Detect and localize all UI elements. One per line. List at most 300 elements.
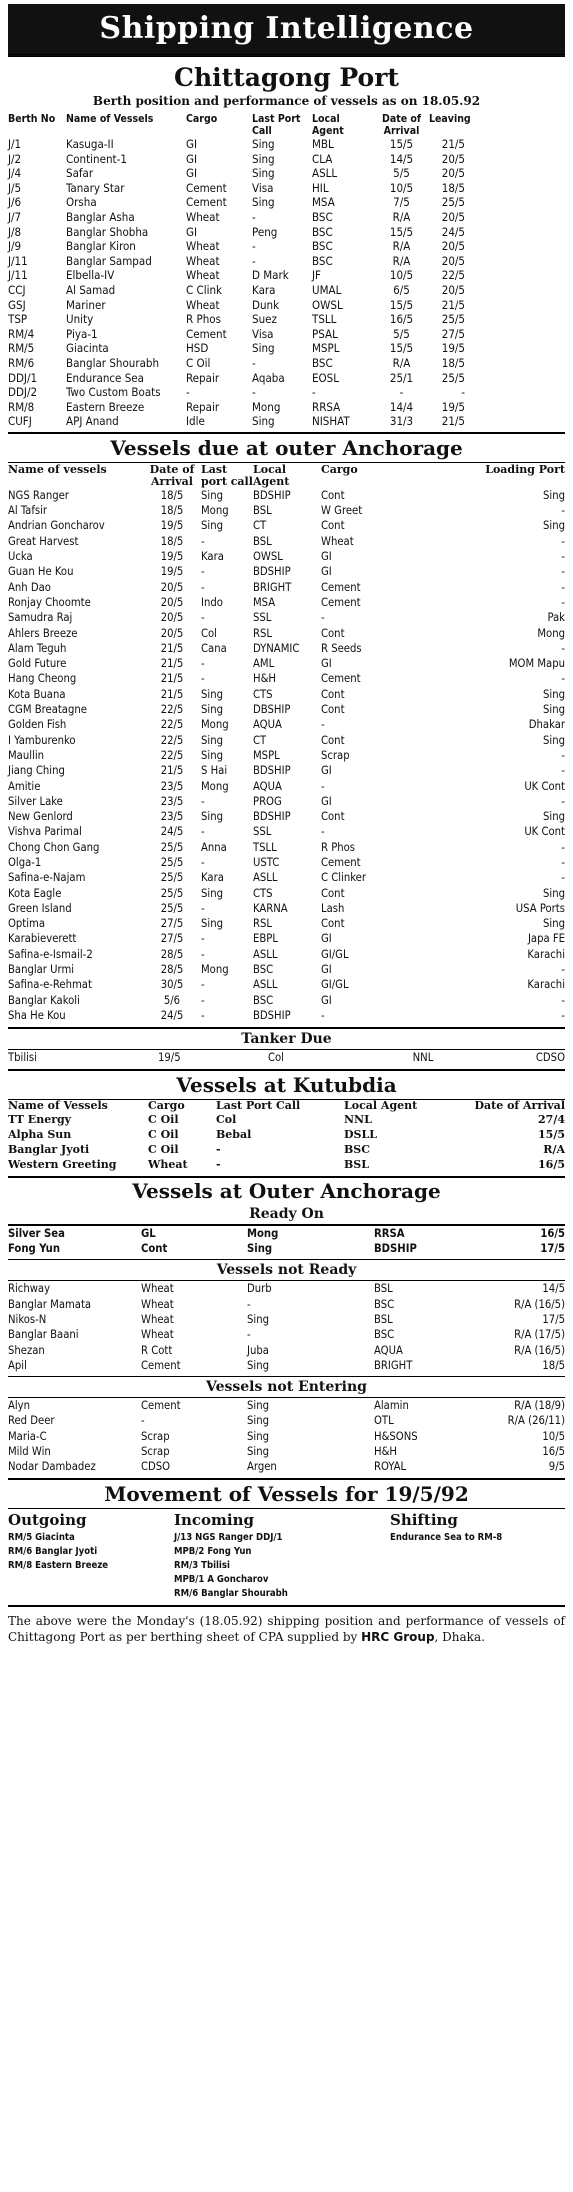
table-cell: - xyxy=(312,385,316,400)
table-row xyxy=(8,195,565,210)
table-cell: Golden Fish xyxy=(8,718,67,732)
table-cell: Mong xyxy=(201,963,229,977)
table-row xyxy=(8,414,565,429)
table-cell: 5/5 xyxy=(393,326,410,341)
table-cell: MPB/2 Fong Yun xyxy=(174,1545,252,1557)
table-cell: BSC xyxy=(312,239,333,254)
table-cell: Andrian Goncharov xyxy=(8,519,105,533)
table-cell: - xyxy=(252,239,256,254)
table-cell: Guan He Kou xyxy=(8,565,74,579)
column-header: Last port call xyxy=(201,462,253,488)
table-row xyxy=(8,809,565,824)
table-cell: TSLL xyxy=(312,312,337,327)
table-cell: Silver Lake xyxy=(8,794,63,808)
table-row xyxy=(8,400,565,415)
table-row xyxy=(8,503,565,518)
table-cell: Great Harvest xyxy=(8,534,79,548)
table-cell: UK Cont xyxy=(524,779,565,793)
table-cell: Cont xyxy=(321,733,345,747)
table-cell: NISHAT xyxy=(312,414,350,429)
table-cell: Mariner xyxy=(66,297,106,312)
table-row xyxy=(8,947,565,962)
table-cell: CUFJ xyxy=(8,414,32,429)
table-cell: 10/5 xyxy=(389,268,414,283)
table-cell: TSLL xyxy=(253,840,277,854)
table-cell: - xyxy=(561,963,565,977)
table-cell: Banglar Shobha xyxy=(66,224,149,239)
newspaper-page xyxy=(8,4,565,1645)
table-row xyxy=(8,1127,565,1142)
table-row xyxy=(8,1429,565,1444)
table-cell: D Mark xyxy=(252,268,289,283)
table-row xyxy=(8,641,565,656)
table-cell: 22/5 xyxy=(160,703,184,717)
table-cell: Sing xyxy=(252,341,275,356)
table-cell: BSC xyxy=(312,224,333,239)
column-header: Leaving xyxy=(429,113,471,125)
table-cell: RSL xyxy=(253,917,272,931)
table-cell: W Greet xyxy=(321,504,363,518)
table-row xyxy=(8,1343,565,1358)
table-cell: GI xyxy=(321,993,332,1007)
table-cell: Juba xyxy=(247,1343,269,1357)
table-cell: BSC xyxy=(253,993,274,1007)
column-header: Local Agent xyxy=(253,462,290,488)
column-header: Local Agent xyxy=(312,113,344,137)
table-cell: Endurance Sea to RM-8 xyxy=(390,1531,503,1543)
table-row xyxy=(8,870,565,885)
column-header: Berth No xyxy=(8,113,56,125)
table-cell: CDSO xyxy=(141,1460,171,1474)
table-row xyxy=(8,687,565,702)
table-cell: Cement xyxy=(321,672,361,686)
table-cell: Sing xyxy=(247,1445,269,1459)
table-cell: Al Tafsir xyxy=(8,504,48,518)
table-cell: BDSHIP xyxy=(253,488,291,502)
table-cell: - xyxy=(201,565,205,579)
table-cell: Idle xyxy=(186,414,205,429)
table-cell: 19/5 xyxy=(160,550,184,564)
table-cell: Sing xyxy=(252,151,275,166)
not-entering-title: Vessels not Entering xyxy=(206,1379,367,1396)
table-cell: ASLL xyxy=(253,978,278,992)
table-cell: 18/5 xyxy=(160,504,184,518)
table-row xyxy=(8,239,565,254)
table-row xyxy=(8,1297,565,1312)
table-cell: Maria-C xyxy=(8,1429,47,1443)
table-cell: Mong xyxy=(201,718,229,732)
table-cell: 30/5 xyxy=(160,978,184,992)
table-cell: OTL xyxy=(374,1414,394,1428)
table-cell: BSL xyxy=(253,504,272,518)
table-cell: 21/5 xyxy=(160,687,184,701)
table-row xyxy=(8,1398,565,1413)
table-cell: Giacinta xyxy=(66,341,109,356)
table-cell: CCJ xyxy=(8,282,26,297)
table-cell: C Clinker xyxy=(321,871,366,885)
table-cell: Japa FE xyxy=(527,932,565,946)
column-header: Local Agent xyxy=(344,1098,418,1112)
table-cell: Anna xyxy=(201,840,227,854)
table-cell: 22/5 xyxy=(160,748,184,762)
table-cell: BDSHIP xyxy=(253,810,291,824)
table-cell: R Seeds xyxy=(321,641,362,655)
table-cell: Sing xyxy=(247,1429,269,1443)
table-cell: ASLL xyxy=(312,166,338,181)
table-cell: Sing xyxy=(201,748,223,762)
table-row xyxy=(8,779,565,794)
table-cell: Wheat xyxy=(141,1312,174,1326)
table-cell: R/A (16/5) xyxy=(514,1343,565,1357)
table-cell: 21/5 xyxy=(160,657,184,671)
table-cell: - xyxy=(186,385,190,400)
column-header: Shifting xyxy=(390,1510,458,1529)
table-cell: - xyxy=(252,209,256,224)
table-cell: Cont xyxy=(141,1242,168,1256)
table-cell: GI xyxy=(321,657,332,671)
table-cell: BSL xyxy=(253,534,272,548)
table-cell: GI xyxy=(186,224,198,239)
table-cell: DYNAMIC xyxy=(253,641,300,655)
table-row xyxy=(8,254,565,269)
table-cell: Cement xyxy=(186,180,227,195)
table-row xyxy=(8,1226,565,1241)
table-cell: OWSL xyxy=(253,550,283,564)
tanker-table xyxy=(8,1050,565,1065)
table-cell: - xyxy=(201,901,205,915)
table-cell: RM/5 xyxy=(8,341,35,356)
table-row xyxy=(8,733,565,748)
table-row xyxy=(8,564,565,579)
table-cell: 16/5 xyxy=(540,1226,565,1240)
table-cell: BSC xyxy=(312,355,333,370)
column-header: Loading Port xyxy=(485,462,565,476)
table-cell: 17/5 xyxy=(542,1312,565,1326)
table-cell: R/A xyxy=(392,355,411,370)
table-row xyxy=(8,1573,565,1587)
table-cell: 20/5 xyxy=(160,595,184,609)
table-row xyxy=(8,385,565,400)
table-cell: Aqaba xyxy=(252,370,285,385)
table-row xyxy=(8,341,565,356)
ready-table xyxy=(8,1226,565,1257)
table-cell: New Genlord xyxy=(8,810,73,824)
table-cell: BDSHIP xyxy=(374,1242,417,1256)
table-cell: RM/8 Eastern Breeze xyxy=(8,1559,109,1571)
movement-table xyxy=(8,1509,565,1601)
table-cell: Al Samad xyxy=(66,282,116,297)
table-cell: SSL xyxy=(253,825,272,839)
column-header: Date of Arrival xyxy=(381,113,422,137)
table-cell: Wheat xyxy=(141,1297,174,1311)
table-cell: 10/5 xyxy=(542,1429,565,1443)
table-cell: PSAL xyxy=(312,326,338,341)
table-cell: - xyxy=(561,550,565,564)
table-cell: 20/5 xyxy=(441,166,465,181)
table-cell: Scrap xyxy=(321,748,350,762)
table-cell: J/11 xyxy=(8,253,28,268)
table-cell: MSPL xyxy=(312,341,340,356)
table-row xyxy=(8,1358,565,1373)
table-row xyxy=(8,1312,565,1327)
table-cell: CGM Breatagne xyxy=(8,703,87,717)
table-row xyxy=(8,1327,565,1342)
table-cell: Two Custom Boats xyxy=(66,385,161,400)
table-row xyxy=(8,794,565,809)
table-cell: 18/5 xyxy=(441,355,465,370)
table-cell: 20/5 xyxy=(160,611,184,625)
table-cell: Tbilisi xyxy=(8,1051,37,1065)
table-row xyxy=(8,671,565,686)
table-cell: J/5 xyxy=(8,180,22,195)
table-cell: BSC xyxy=(344,1143,370,1157)
table-cell: GSJ xyxy=(8,297,26,312)
table-cell: Cont xyxy=(321,488,345,502)
table-cell: R Phos xyxy=(321,840,356,854)
table-cell: GI/GL xyxy=(321,978,349,992)
table-cell: CLA xyxy=(312,151,333,166)
table-cell: Jiang Ching xyxy=(8,764,65,778)
table-cell: Sha He Kou xyxy=(8,1008,66,1022)
table-cell: 17/5 xyxy=(540,1242,565,1256)
column-header: Name of Vessels xyxy=(66,113,154,125)
table-cell: Ucka xyxy=(8,550,33,564)
table-cell: Sing xyxy=(201,703,223,717)
table-cell: GI xyxy=(186,137,198,151)
due-table xyxy=(8,464,565,1023)
table-cell: EOSL xyxy=(312,370,340,385)
column-header: Incoming xyxy=(174,1510,255,1529)
table-cell: 28/5 xyxy=(160,963,184,977)
table-cell: Ahlers Breeze xyxy=(8,626,78,640)
movement-title: Movement of Vessels for 19/5/92 xyxy=(104,1481,469,1506)
table-cell: C Oil xyxy=(148,1127,179,1141)
table-cell: H&H xyxy=(253,672,276,686)
table-cell: Wheat xyxy=(186,297,220,312)
table-cell: 19/5 xyxy=(441,399,465,414)
table-cell: Mong xyxy=(201,504,229,518)
table-cell: R Cott xyxy=(141,1343,173,1357)
table-cell: - xyxy=(561,993,565,1007)
table-cell: RRSA xyxy=(374,1226,405,1240)
table-cell: BSL xyxy=(374,1312,393,1326)
table-row xyxy=(8,283,565,298)
table-cell: APJ Anand xyxy=(66,414,119,429)
table-cell: Cement xyxy=(321,856,361,869)
table-cell: 27/5 xyxy=(160,917,184,931)
table-row xyxy=(8,702,565,717)
table-cell: Amitie xyxy=(8,779,41,793)
table-row xyxy=(8,1142,565,1157)
table-cell: 22/5 xyxy=(160,718,184,732)
table-cell: 20/5 xyxy=(441,282,465,297)
table-cell: Apil xyxy=(8,1358,27,1372)
table-cell: BSL xyxy=(344,1158,369,1172)
table-cell: Sing xyxy=(252,166,275,181)
table-cell: - xyxy=(201,611,205,625)
table-cell: J/13 NGS Ranger DDJ/1 xyxy=(174,1531,283,1543)
table-cell: - xyxy=(561,794,565,808)
table-cell: ASLL xyxy=(253,871,278,885)
banner-title: Shipping Intelligence xyxy=(8,4,565,57)
port-subtitle: Berth position and performance of vessels as on 18.05.92 xyxy=(92,94,481,108)
table-cell: 25/5 xyxy=(441,312,465,327)
table-cell: Cont xyxy=(321,917,345,931)
table-cell: KARNA xyxy=(253,901,288,915)
column-header: Date of Arrival xyxy=(474,1098,565,1112)
table-cell: Sing xyxy=(543,488,565,502)
table-cell: Suez xyxy=(252,312,277,327)
table-row xyxy=(8,1444,565,1459)
table-cell: Sing xyxy=(543,687,565,701)
table-cell: 18/5 xyxy=(160,534,184,548)
table-cell: BDSHIP xyxy=(253,565,291,579)
table-cell: AQUA xyxy=(374,1343,403,1357)
table-cell: BDSHIP xyxy=(253,764,291,778)
table-cell: Nikos-N xyxy=(8,1312,47,1326)
column-header: Cargo xyxy=(148,1098,185,1112)
table-cell: Maullin xyxy=(8,748,45,762)
table-cell: Sing xyxy=(201,917,223,931)
table-cell: Elbella-IV xyxy=(66,268,115,283)
table-cell: Tanary Star xyxy=(66,180,125,195)
table-cell: - xyxy=(321,825,325,839)
table-row xyxy=(8,518,565,533)
table-cell: 20/5 xyxy=(160,580,184,594)
table-cell: Orsha xyxy=(66,195,97,210)
table-cell: CDSO xyxy=(535,1051,565,1065)
table-cell: - xyxy=(252,253,256,268)
table-cell: 16/5 xyxy=(389,312,414,327)
table-cell: 28/5 xyxy=(160,947,184,961)
table-cell: - xyxy=(321,1008,325,1022)
table-cell: TT Energy xyxy=(8,1112,72,1126)
table-cell: Banglar Jyoti xyxy=(8,1143,90,1157)
table-cell: 15/5 xyxy=(389,297,414,312)
table-cell: 27/5 xyxy=(441,326,465,341)
table-cell: NGS Ranger xyxy=(8,488,69,502)
table-cell: 20/5 xyxy=(441,209,465,224)
table-cell: Sing xyxy=(201,519,223,533)
table-cell: Peng xyxy=(252,224,278,239)
table-cell: - xyxy=(321,779,325,793)
table-cell: UMAL xyxy=(312,282,342,297)
table-row xyxy=(8,962,565,977)
table-cell: 5/6 xyxy=(163,993,181,1007)
table-cell: J/6 xyxy=(8,195,22,210)
berth-table xyxy=(8,113,565,429)
table-cell: 16/5 xyxy=(542,1445,565,1459)
table-cell: 14/4 xyxy=(389,399,414,414)
table-cell: 15/5 xyxy=(538,1127,565,1141)
table-cell: 22/5 xyxy=(160,733,184,747)
not-ready-table xyxy=(8,1281,565,1373)
table-cell: - xyxy=(399,385,404,400)
table-cell: - xyxy=(561,504,565,518)
table-cell: 5/5 xyxy=(393,166,410,181)
table-cell: RM/6 xyxy=(8,355,35,370)
table-cell: NNL xyxy=(412,1051,434,1065)
table-cell: Cement xyxy=(186,195,227,210)
table-cell: MBL xyxy=(312,137,334,151)
table-row xyxy=(8,1157,565,1172)
table-cell: EBPL xyxy=(253,932,278,946)
table-cell: RM/6 Banglar Shourabh xyxy=(174,1587,288,1599)
table-cell: Mong xyxy=(201,779,229,793)
table-cell: C Clink xyxy=(186,282,223,297)
table-cell: Wheat xyxy=(186,209,220,224)
table-cell: CTS xyxy=(253,687,273,701)
table-cell: GI xyxy=(186,166,198,181)
table-cell: BSC xyxy=(253,963,274,977)
table-cell: Dunk xyxy=(252,297,280,312)
table-cell: 21/5 xyxy=(441,297,465,312)
table-cell: Cement xyxy=(141,1358,181,1372)
table-cell: Karachi xyxy=(527,947,565,961)
table-cell: Karabieverett xyxy=(8,932,77,946)
table-cell: 25/5 xyxy=(160,840,184,854)
table-cell: Argen xyxy=(247,1460,277,1474)
table-cell: ASLL xyxy=(253,947,278,961)
table-cell: Piya-1 xyxy=(66,326,98,341)
table-cell: - xyxy=(321,718,325,732)
movement-header xyxy=(8,1509,565,1531)
table-cell: - xyxy=(201,825,205,839)
table-cell: Chong Chon Gang xyxy=(8,840,100,854)
table-cell: C Oil xyxy=(148,1143,179,1157)
table-row xyxy=(8,1112,565,1127)
table-cell: 24/5 xyxy=(441,224,465,239)
table-cell: BSC xyxy=(312,209,333,224)
table-cell: Cont xyxy=(321,703,345,717)
table-cell: Cement xyxy=(141,1399,181,1413)
table-cell: Sing xyxy=(247,1312,269,1326)
table-cell: Banglar Urmi xyxy=(8,963,75,977)
table-row xyxy=(8,312,565,327)
table-cell: 24/5 xyxy=(160,825,184,839)
table-cell: Richway xyxy=(8,1282,51,1296)
table-cell: 24/5 xyxy=(160,1008,184,1022)
table-cell: Kasuga-II xyxy=(66,137,114,151)
column-header: Last Port Call xyxy=(252,113,301,137)
table-cell: - xyxy=(561,565,565,579)
table-row xyxy=(8,356,565,371)
table-cell: - xyxy=(561,672,565,686)
table-cell: Banglar Asha xyxy=(66,209,135,224)
table-cell: Mong xyxy=(252,399,281,414)
table-cell: Vishva Parimal xyxy=(8,825,82,839)
table-cell: Sing xyxy=(201,810,223,824)
table-cell: Safar xyxy=(66,166,94,181)
table-cell: Sing xyxy=(543,886,565,900)
table-cell: Cement xyxy=(321,595,361,609)
table-cell: 22/5 xyxy=(441,268,465,283)
table-header xyxy=(8,1100,565,1112)
table-cell: - xyxy=(201,856,205,869)
table-cell: AQUA xyxy=(253,779,282,793)
table-cell: 19/5 xyxy=(160,519,184,533)
table-cell: Sing xyxy=(543,703,565,717)
table-cell: GI xyxy=(321,794,332,808)
table-row xyxy=(8,1559,565,1573)
table-cell: Sing xyxy=(247,1358,269,1372)
table-cell: 27/5 xyxy=(160,932,184,946)
table-cell: 7/5 xyxy=(393,195,410,210)
table-cell: 27/4 xyxy=(538,1112,565,1126)
table-cell: 23/5 xyxy=(160,794,184,808)
table-cell: Wheat xyxy=(141,1282,174,1296)
table-cell: - xyxy=(201,534,205,548)
